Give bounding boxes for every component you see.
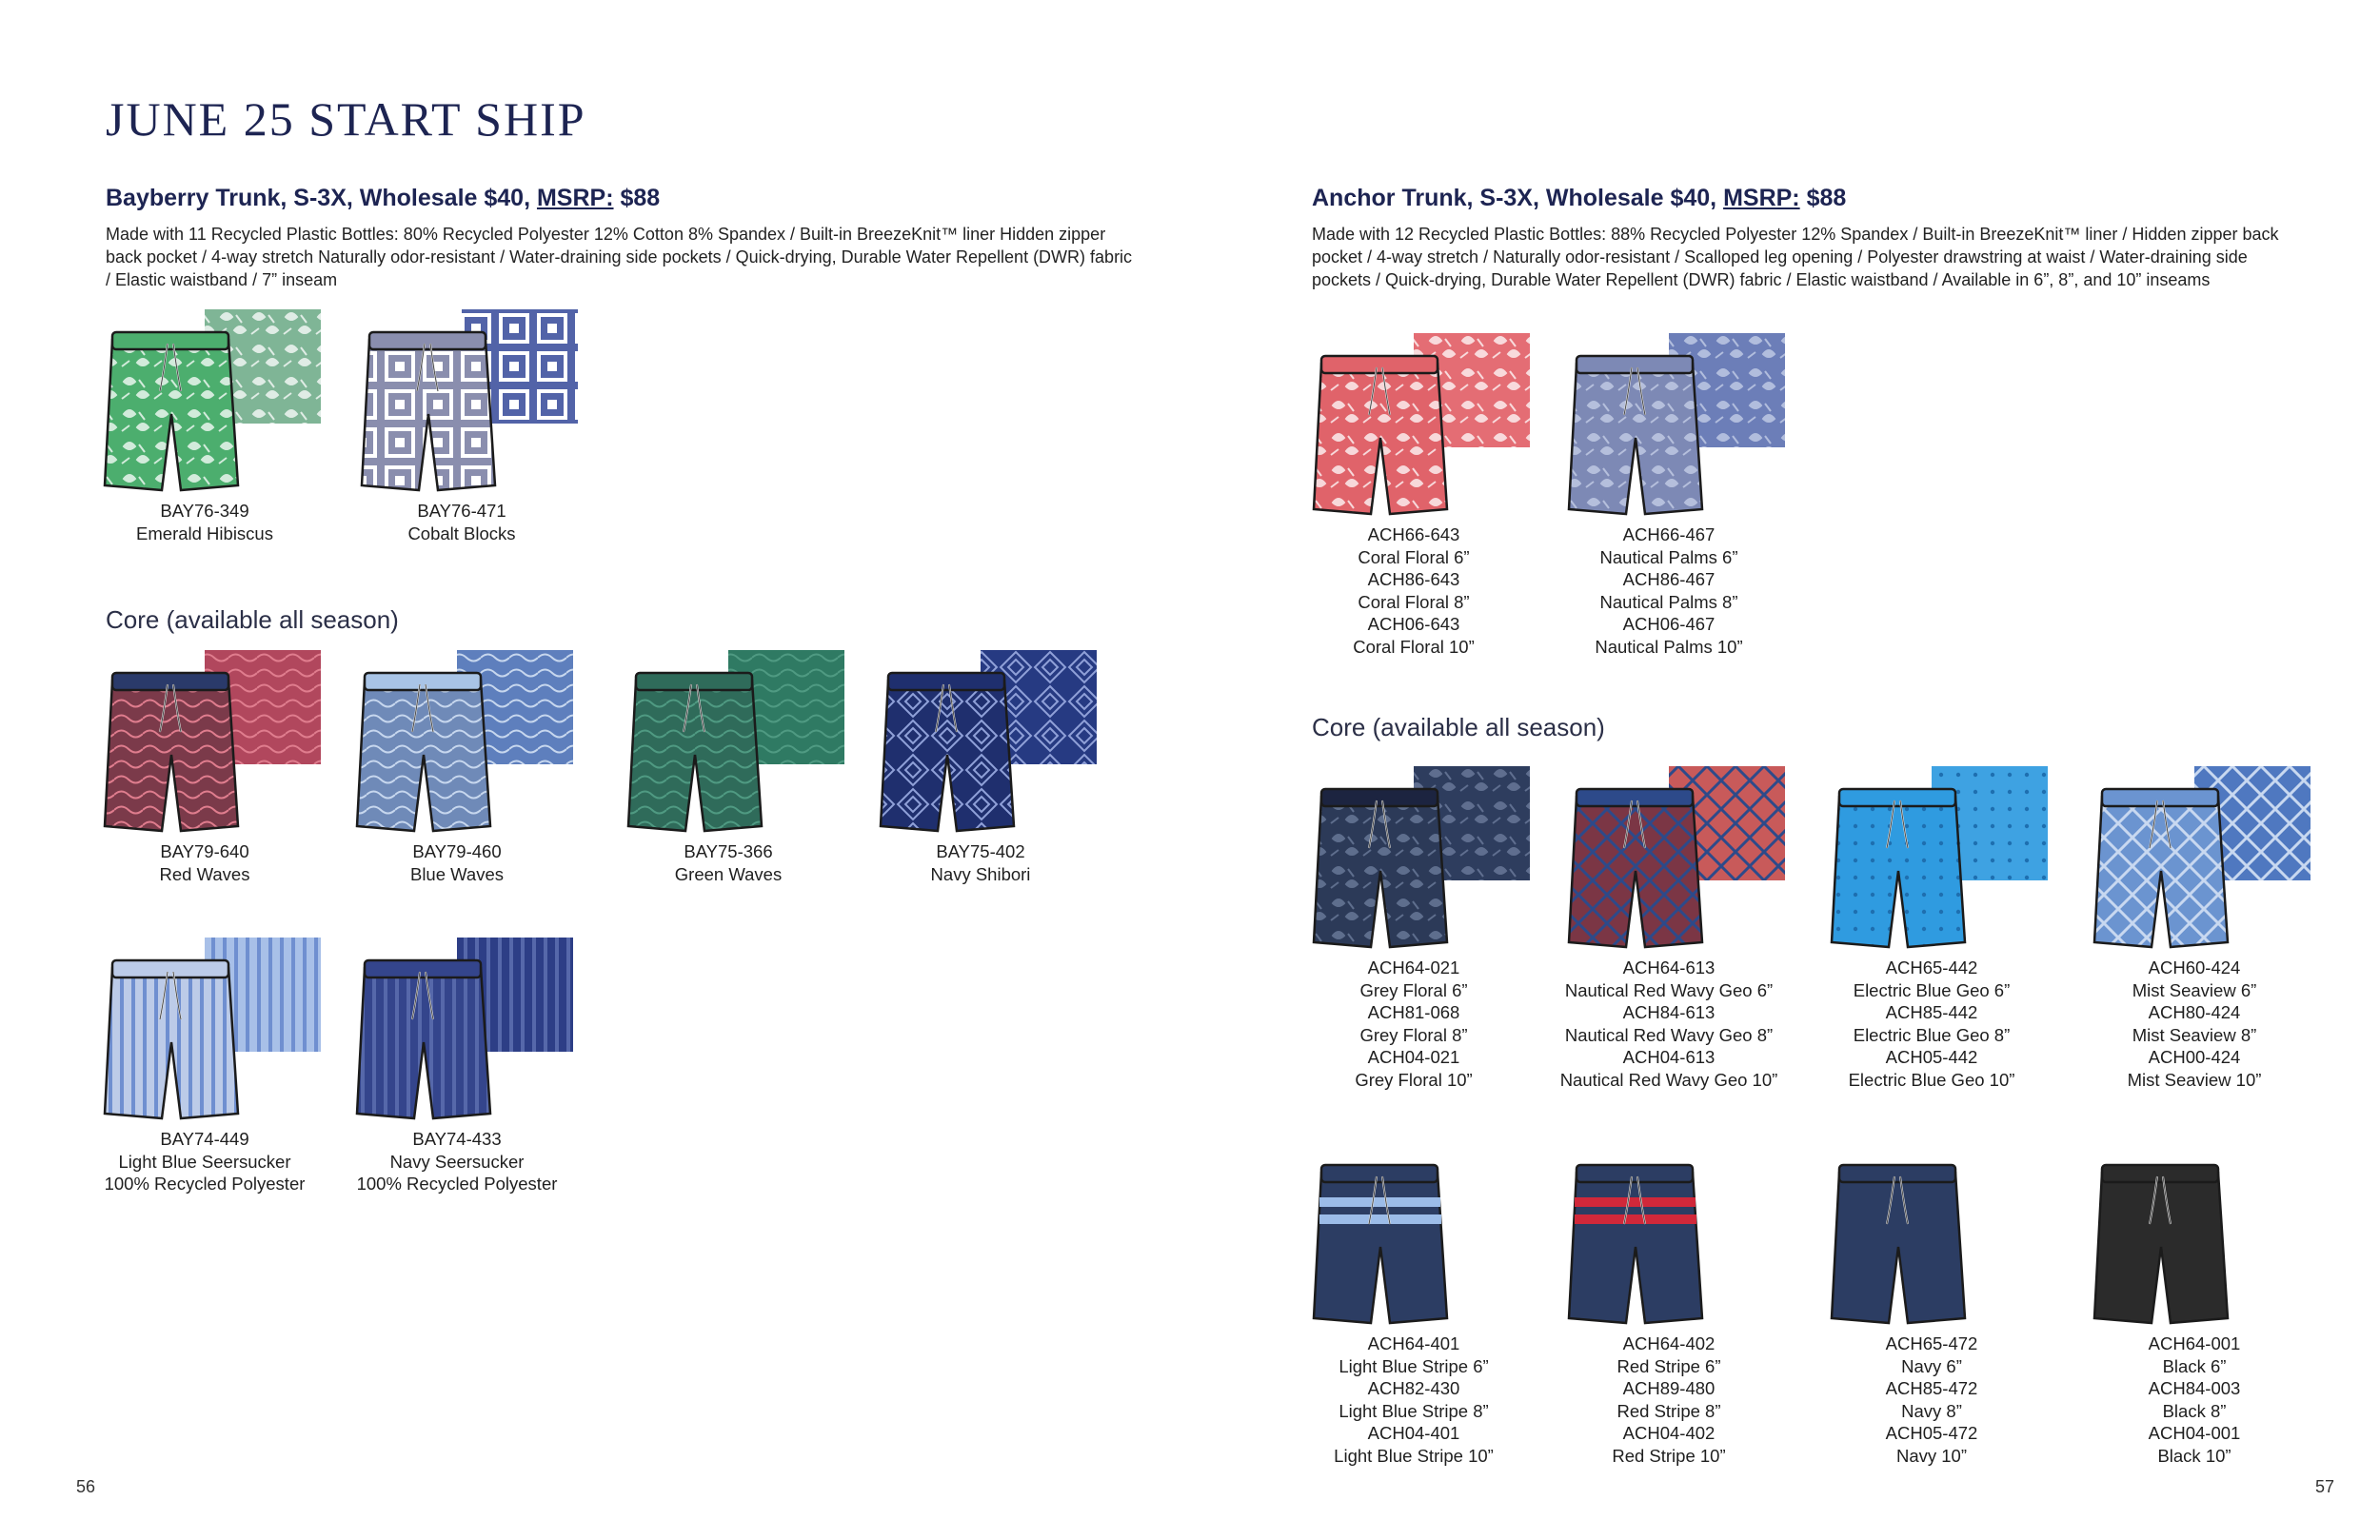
waistband [1577,1165,1693,1182]
product-caption [338,840,576,885]
shorts-body [2094,1173,2228,1323]
style-code: BAY76-471 [417,501,506,521]
color-name: Mist Seaview 6” [2132,979,2257,1000]
style-code: BAY76-349 [160,501,249,521]
page-number-left: 56 [76,1477,96,1496]
color-name: Nautical Palms 10” [1595,636,1743,657]
style-code: ACH84-613 [1622,1002,1716,1022]
shorts-body [1569,797,1702,947]
style-code: 100% Recycled Polyester [104,1174,306,1194]
product-illustration [86,650,324,840]
shorts-body [628,681,762,831]
anchor-product-title [1312,185,1846,212]
waistband [888,673,1004,690]
product-item[interactable] [343,309,581,544]
shorts-body [1569,1173,1702,1323]
waistband [112,960,228,977]
product-illustration [343,309,581,500]
shorts-body [357,681,490,831]
product-caption [1295,1333,1533,1467]
stripe-band [1319,1214,1441,1224]
style-code: BAY74-449 [160,1129,249,1149]
style-code: ACH06-467 [1622,614,1716,634]
color-name: Grey Floral 6” [1359,979,1468,1000]
color-name: Electric Blue Geo 10” [1848,1069,2015,1090]
color-name: Electric Blue Geo 6” [1853,979,2011,1000]
product-item[interactable] [609,650,847,885]
color-name: Emerald Hibiscus [136,523,273,543]
style-code: ACH65-472 [1885,1333,1978,1353]
product-illustration [338,650,576,840]
style-code: ACH85-472 [1885,1378,1978,1398]
product-illustration [1550,333,1788,523]
color-name: Black 10” [2157,1445,2231,1466]
product-illustration [1813,1142,2051,1333]
shorts-body [105,968,238,1118]
shorts-body [1314,797,1447,947]
style-code: ACH04-613 [1622,1047,1716,1067]
color-name: Navy Seersucker [389,1151,525,1172]
product-caption [2075,957,2313,1091]
style-code: ACH86-643 [1367,569,1460,589]
style-code: 100% Recycled Polyester [356,1174,558,1194]
anchor-title-text: Anchor Trunk, S-3X, Wholesale $40, [1312,185,1724,211]
style-code: ACH64-021 [1367,958,1460,977]
product-illustration [86,938,324,1128]
color-name: Black 6” [2162,1355,2227,1376]
color-name: Grey Floral 10” [1355,1069,1473,1090]
bayberry-product-title [106,185,660,212]
color-name: Black 8” [2162,1400,2227,1421]
shorts-body [105,681,238,831]
product-item[interactable] [338,938,576,1195]
style-code: BAY75-366 [684,841,773,861]
color-name: Navy 8” [1901,1400,1962,1421]
product-caption [1550,1333,1788,1467]
style-code: ACH86-467 [1622,569,1716,589]
color-name: Red Waves [159,863,250,884]
waistband [2102,789,2218,806]
product-illustration [2075,1142,2313,1333]
shorts-body [1832,797,1965,947]
style-code: BAY79-640 [160,841,249,861]
product-caption [862,840,1100,885]
style-code: ACH64-001 [2148,1333,2241,1353]
product-illustration [1550,1142,1788,1333]
product-item[interactable] [1550,1142,1788,1467]
product-item[interactable] [1295,333,1533,658]
bayberry-msrp-label: MSRP: [536,185,614,211]
anchor-description: Made with 12 Recycled Plastic Bottles: 88% Recycled Polyester 12% Spandex / Built-in BreezeKnit™ liner / Hidden zipper back pocket / 4-way stretch / Naturally odor-resistant / Scalloped leg opening / Polyester drawstring at waist / Water-draining side pockets / Quick-drying, Durable Water Repellent (DWR) fabric / Elastic waistband / Available in 6”, 8”, and 10” inseams [1312,225,2279,289]
color-name: Nautical Red Wavy Geo 8” [1564,1024,1774,1045]
style-code: ACH05-442 [1885,1047,1978,1067]
stripe-band [1575,1214,1696,1224]
color-name: Nautical Red Wavy Geo 6” [1564,979,1774,1000]
color-name: Red Stripe 6” [1616,1355,1721,1376]
product-item[interactable] [862,650,1100,885]
product-item[interactable] [338,650,576,885]
color-name: Light Blue Stripe 10” [1334,1445,1494,1466]
product-item[interactable] [1813,1142,2051,1467]
product-caption [1813,1333,2051,1467]
shorts-body [1314,364,1447,514]
product-caption [609,840,847,885]
style-code: BAY74-433 [412,1129,502,1149]
color-name: Mist Seaview 8” [2132,1024,2257,1045]
product-caption [1813,957,2051,1091]
waistband [636,673,752,690]
color-name: Mist Seaview 10” [2127,1069,2262,1090]
style-code: ACH60-424 [2148,958,2241,977]
color-name: Electric Blue Geo 8” [1853,1024,2011,1045]
style-code: ACH66-643 [1367,524,1460,544]
product-illustration [1295,1142,1533,1333]
waistband [365,960,481,977]
style-code: ACH04-021 [1367,1047,1460,1067]
product-caption [338,1128,576,1195]
product-illustration [862,650,1100,840]
product-caption [86,840,324,885]
color-name: Light Blue Seersucker [118,1151,291,1172]
anchor-core-heading: Core (available all season) [1312,713,1605,741]
color-name: Red Stripe 10” [1612,1445,1726,1466]
product-item[interactable] [1550,766,1788,1091]
product-caption [1550,523,1788,658]
color-name: Grey Floral 8” [1359,1024,1468,1045]
waistband [1839,1165,1955,1182]
style-code: BAY79-460 [412,841,502,861]
shorts-body [1314,1173,1447,1323]
product-item[interactable] [1295,766,1533,1091]
color-name: Nautical Palms 8” [1599,591,1738,612]
style-code: ACH89-480 [1622,1378,1716,1398]
stripe-band [1575,1197,1696,1207]
product-caption [343,500,581,544]
style-code: ACH00-424 [2148,1047,2241,1067]
shorts-body [357,968,490,1118]
product-illustration [2075,766,2313,957]
color-name: Coral Floral 8” [1358,591,1470,612]
product-item[interactable] [86,938,324,1195]
product-caption [1295,523,1533,658]
waistband [1577,789,1693,806]
product-illustration [1295,333,1533,523]
waistband [1321,356,1438,373]
bayberry-title-text: Bayberry Trunk, S-3X, Wholesale $40, [106,185,537,211]
style-code: ACH64-401 [1367,1333,1460,1353]
style-code: ACH84-003 [2148,1378,2241,1398]
anchor-msrp-label: MSRP: [1723,185,1800,211]
product-item[interactable] [86,309,324,544]
page-title: JUNE 25 START SHIP [106,92,586,146]
product-caption [2075,1333,2313,1467]
color-name: Navy 10” [1895,1445,1968,1466]
shorts-body [881,681,1014,831]
color-name: Green Waves [674,863,783,884]
product-illustration [1295,766,1533,957]
style-code: ACH66-467 [1622,524,1716,544]
product-item[interactable] [1295,1142,1533,1467]
color-name: Light Blue Stripe 8” [1339,1400,1489,1421]
color-name: Cobalt Blocks [407,523,516,543]
style-code: ACH06-643 [1367,614,1460,634]
product-illustration [1550,766,1788,957]
style-code: ACH04-402 [1622,1423,1716,1443]
color-name: Navy Shibori [930,863,1031,884]
waistband [112,673,228,690]
style-code: ACH81-068 [1367,1002,1460,1022]
page-number-right: 57 [2315,1477,2335,1496]
shorts-body [362,340,495,490]
waistband [112,332,228,349]
product-item[interactable] [2075,1142,2313,1467]
color-name: Navy 6” [1901,1355,1962,1376]
style-code: ACH05-472 [1885,1423,1978,1443]
style-code: BAY75-402 [936,841,1025,861]
style-code: ACH80-424 [2148,1002,2241,1022]
stripe-band [1319,1197,1440,1207]
waistband [1321,1165,1438,1182]
shorts-body [105,340,238,490]
color-name: Coral Floral 6” [1358,546,1470,567]
shorts-body [1569,364,1702,514]
waistband [2102,1165,2218,1182]
style-code: ACH82-430 [1367,1378,1460,1398]
product-item[interactable] [86,650,324,885]
color-name: Coral Floral 10” [1353,636,1475,657]
product-item[interactable] [2075,766,2313,1091]
product-illustration [609,650,847,840]
style-code: ACH04-401 [1367,1423,1460,1443]
bayberry-msrp-value: $88 [613,185,661,211]
color-name: Nautical Red Wavy Geo 10” [1559,1069,1778,1090]
shorts-body [1832,1173,1965,1323]
product-item[interactable] [1813,766,2051,1091]
product-caption [1295,957,1533,1091]
product-caption [86,1128,324,1195]
style-code: ACH64-402 [1622,1333,1716,1353]
style-code: ACH04-001 [2148,1423,2241,1443]
anchor-msrp-value: $88 [1799,185,1847,211]
product-caption [1550,957,1788,1091]
bayberry-core-heading: Core (available all season) [106,605,399,634]
color-name: Red Stripe 8” [1616,1400,1721,1421]
waistband [369,332,486,349]
product-illustration [338,938,576,1128]
waistband [365,673,481,690]
product-illustration [1813,766,2051,957]
product-illustration [86,309,324,500]
style-code: ACH64-613 [1622,958,1716,977]
product-caption [86,500,324,544]
waistband [1321,789,1438,806]
product-item[interactable] [1550,333,1788,658]
color-name: Light Blue Stripe 6” [1339,1355,1489,1376]
waistband [1839,789,1955,806]
color-name: Nautical Palms 6” [1599,546,1738,567]
style-code: ACH85-442 [1885,1002,1978,1022]
color-name: Blue Waves [409,863,505,884]
shorts-body [2094,797,2228,947]
bayberry-description: Made with 11 Recycled Plastic Bottles: 80% Recycled Polyester 12% Cotton 8% Spandex / Built-in BreezeKnit™ liner Hidden zipper back pocket / 4-way stretch Naturally odor-resistant / Water-draining side pockets / Quick-drying, Durable Water Repellent (DWR) fabric / Elastic waistband / 7” inseam [106,225,1133,289]
waistband [1577,356,1693,373]
style-code: ACH65-442 [1885,958,1978,977]
